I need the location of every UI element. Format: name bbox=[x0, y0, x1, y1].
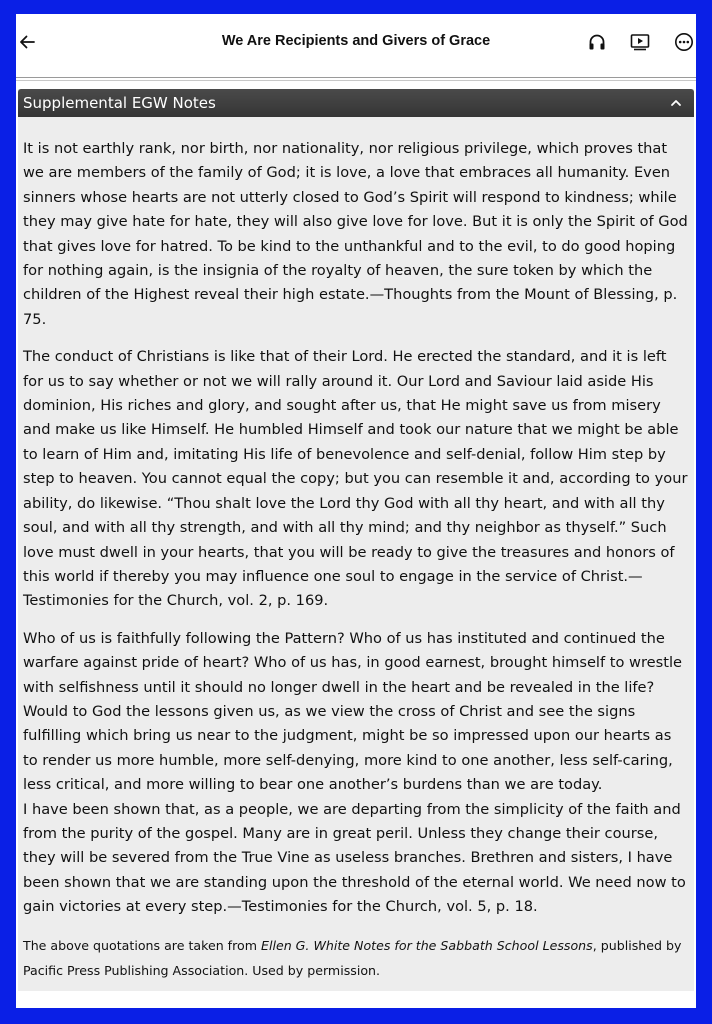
supplemental-notes-panel bbox=[18, 89, 694, 991]
back-button[interactable] bbox=[16, 28, 38, 56]
audio-button[interactable] bbox=[585, 30, 609, 54]
book-title: Ellen G. White Notes for the Sabbath School Lessons bbox=[260, 937, 593, 953]
credit-text: , published by Pacific Press Publishing Association. Used by permission. bbox=[23, 937, 682, 978]
notes-content bbox=[23, 137, 689, 983]
panel-title: Supplemental EGW Notes bbox=[23, 94, 216, 112]
credit-text: The above quotations are taken from bbox=[23, 937, 261, 953]
page-title: We Are Recipients and Givers of Grace bbox=[221, 33, 491, 49]
header-divider bbox=[16, 77, 696, 78]
video-button[interactable] bbox=[628, 30, 652, 54]
video-play-icon bbox=[630, 32, 650, 52]
top-bar bbox=[16, 14, 696, 72]
paragraph: The conduct of Christians is like that of their Lord. He erected the standard, and it is left for us to say whether or not we will rally around it. Our Lord and Saviour laid aside His dominion, His riches and glory, and sought after us, that He might save us from misery and make us like Himself. He humbled Himself and took our nature that we might be able to learn of Him and, imitating His life of benevolence and self-denial, follow Him step by step to heaven. You cannot equal the copy; but you can resemble it and, according to your ability, do likewise. “Thou shalt love the Lord thy God with all thy heart, and with all thy soul, and with all thy strength, and with all thy mind; and thy neighbor as thyself.” Such love must dwell in your hearts, that you will be ready to give the treasures and honors of this world if thereby you may influence one soul to engage in the service of Christ.—Testimonies for the Church, vol. 2, p. 169. bbox=[23, 348, 688, 610]
headphones-icon bbox=[587, 32, 607, 52]
app-window bbox=[16, 14, 696, 1008]
chevron-up-icon bbox=[668, 95, 684, 111]
paragraph: Who of us is faithfully following the Pattern? Who of us has instituted and continued the warfare against pride of heart? Who of us has, in good earnest, brought himself to wrestle with selfishness until it should no longer dwell in the heart and be revealed in the life? Would to God the lessons given us, as we view the cross of Christ and see the signs fulfilling which bring us near to the judgment, might be so impressed upon our hearts as to render us more humble, more self-denying, more kind to one another, less self-caring, less critical, and more willing to bear one another’s burdens than we are today. bbox=[23, 629, 683, 794]
paragraph: It is not earthly rank, nor birth, nor nationality, nor religious privilege, which proves that we are members of the family of God; it is love, a love that embraces all humanity. Even sinners whose hearts are not utterly closed to God’s Spirit will respond to kindness; while they may give hate for hate, they will also give love for love. But it is only the Spirit of God that gives love for hatred. To be kind to the unthankful and to the evil, to do good hoping for nothing again, is the insignia of the royalty of heaven, the sure token by which the children of the Highest reveal their high estate.—Thoughts from the Mount of Blessing, p. 75. bbox=[23, 140, 688, 328]
header-divider-secondary bbox=[16, 80, 696, 81]
credit-note bbox=[23, 933, 689, 983]
more-options-icon bbox=[674, 32, 694, 52]
panel-header-toggle[interactable] bbox=[18, 89, 694, 117]
back-arrow-icon bbox=[19, 34, 35, 50]
more-options-button[interactable] bbox=[672, 30, 696, 54]
paragraph: I have been shown that, as a people, we are departing from the simplicity of the faith and from the purity of the gospel. Many are in great peril. Unless they change their course, they will be severed from the True Vine as useless branches. Brethren and sisters, I have been shown that we are standing upon the threshold of the eternal world. We need now to gain victories at every step.—Testimonies for the Church, vol. 5, p. 18. bbox=[23, 800, 686, 916]
